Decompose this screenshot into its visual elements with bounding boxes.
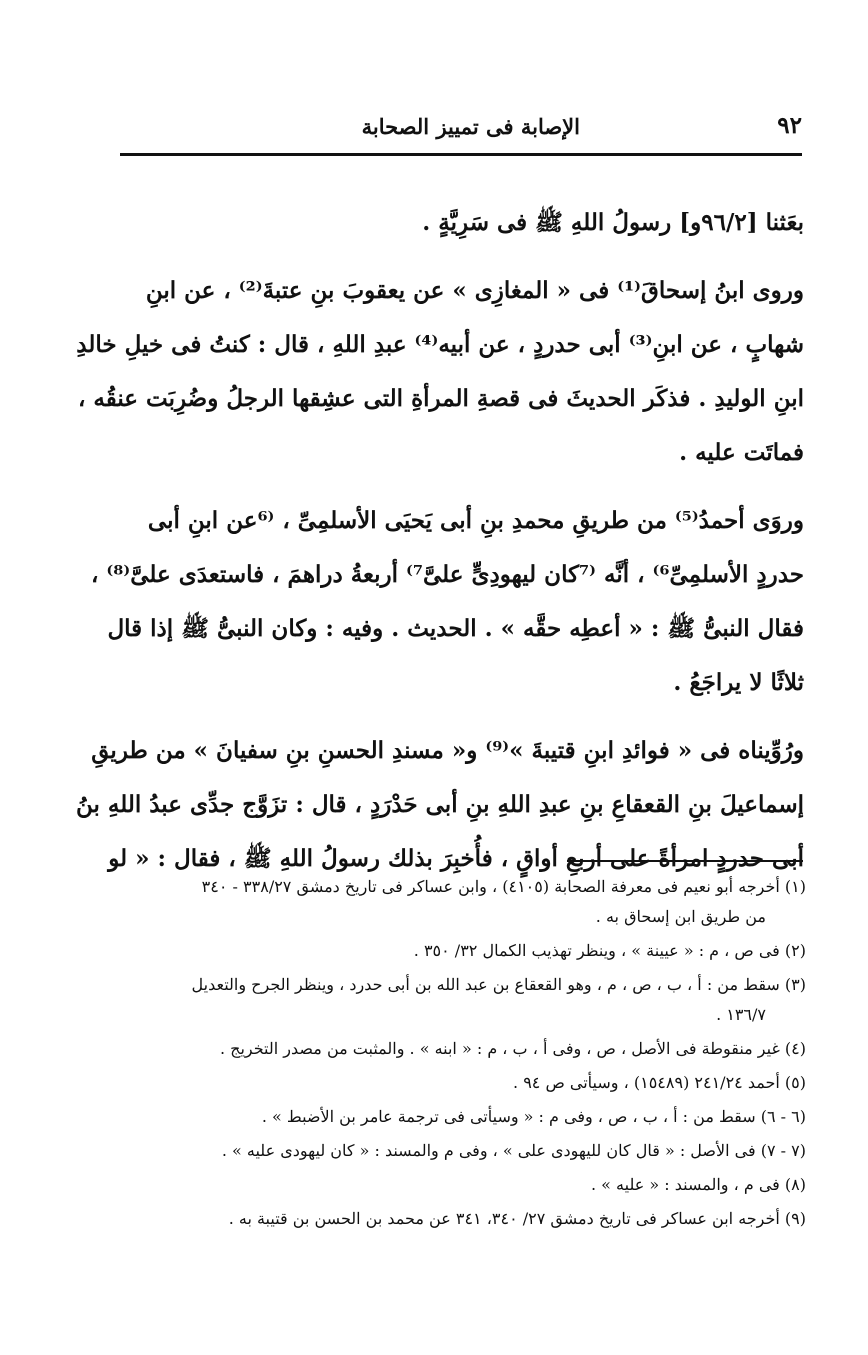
text-line: أبى حدردٍ امرأةً على أربعِ أواقٍ ، فأُخبِرَ بذلك رسولُ اللهِ ﷺ ، فقال : « لو [108, 845, 804, 872]
text-line: ورُوِّيناه فى « فوائدِ ابنِ قتيبةَ »⁽⁹⁾ و« مسندِ الحسنِ بنِ سفيانَ » من طريقِ [91, 737, 804, 764]
paragraph [76, 264, 804, 480]
text-line: وروى ابنُ إسحاقَ⁽¹⁾ فى « المغازِى » عن يعقوبَ بنِ عتبةَ⁽²⁾ ، عن ابنِ [145, 277, 804, 304]
paragraph-gap [118, 250, 804, 264]
footnote: (٢) فى ص ، م : « عيينة » ، وينظر تهذيب الكمال ٣٢/ ٣٥٠ . [413, 941, 806, 960]
footnote: (١) أخرجه أبو نعيم فى معرفة الصحابة (٤١٠٥) ، وابن عساكر فى تاريخ دمشق ٣٣٨/٢٧ - ٣٤٠ [201, 877, 806, 896]
footnote: (٨) فى م ، والمسند : « عليه » . [590, 1175, 806, 1194]
text-line: حدردٍ الأسلمِىِّ⁶⁾ ، أنَّه ⁽⁷كان ليهودِىٍّ علىَّ⁷⁾ أربعةُ دراهمَ ، فاستعدَى علىَّ⁽⁸⁾ ، [90, 561, 804, 588]
text-line: شهابٍ ، عن ابنِ⁽³⁾ أبى حدردٍ ، عن أبيه⁽⁴⁾ عبدِ اللهِ ، قال : كنتُ فى خيلِ خالدِ [76, 331, 804, 358]
page-header [120, 112, 802, 144]
footnote: (٤) غير منقوطة فى الأصل ، ص ، وفى أ ، ب ، م : « ابنه » . والمثبت من مصدر التخريج . [219, 1039, 806, 1058]
text-line: إسماعيلَ بنِ القعقاعِ بنِ عبدِ اللهِ بنِ أبى حَدْرَدٍ ، قال : تزَوَّج جدِّى عبدُ اللهِ بنُ [75, 791, 804, 818]
text-line: فماتَت عليه . [679, 439, 804, 466]
paragraph-gap [118, 710, 804, 724]
footnote: (٣) سقط من : أ ، ب ، ص ، م ، وهو القعقاع بن عبد الله بن أبى حدرد ، وينظر الجرح والتعديل [191, 975, 806, 994]
footnote-continuation: ١٣٦/٧ . [716, 1005, 766, 1024]
footnotes [110, 872, 806, 1238]
text-line: فقال النبىُّ ﷺ : « أعطِه حقَّه » . الحديث . وفيه : وكان النبىُّ ﷺ إذا قال [107, 615, 804, 642]
footnote: (٥) أحمد ٢٤١/٢٤ (١٥٤٨٩) ، وسيأتى ص ٩٤ . [513, 1073, 806, 1092]
text-line: وروَى أحمدُ⁽⁵⁾ من طريقِ محمدِ بنِ أبى يَحيَى الأسلمِىِّ ، ⁽⁶عن ابنِ أبى [147, 507, 804, 534]
text-line: ثلاثًا لا يراجَعُ . [673, 669, 804, 696]
body-text [75, 196, 804, 886]
paragraph-gap [118, 480, 804, 494]
text-line: ابنِ الوليدِ . فذكَر الحديثَ فى قصةِ المرأةِ التى عشِقها الرجلُ وضُرِبَت عنقُه ، [77, 385, 804, 412]
footnote: (٩) أخرجه ابن عساكر فى تاريخ دمشق ٢٧/ ٣٤٠، ٣٤١ عن محمد بن الحسن بن قتيبة به . [228, 1209, 806, 1228]
paragraph [118, 196, 804, 250]
text-line: بعَثنا [٩٦/٢و] رسولُ اللهِ ﷺ فى سَرِيَّةٍ . [422, 209, 804, 236]
footnote-separator [567, 860, 803, 862]
footnote-continuation: من طريق ابن إسحاق به . [595, 907, 766, 926]
header-rule [120, 153, 802, 156]
page-number: ٩٢ [777, 112, 802, 139]
paragraph [90, 494, 804, 710]
footnote: (٧ - ٧) فى الأصل : « قال كان لليهودى على » ، وفى م والمسند : « كان ليهودى عليه » . [221, 1141, 806, 1160]
footnote: (٦ - ٦) سقط من : أ ، ب ، ص ، وفى م : « وسيأتى فى ترجمة عامر بن الأضبط » . [261, 1107, 806, 1126]
running-title: الإصابة فى تمييز الصحابة [361, 114, 580, 139]
